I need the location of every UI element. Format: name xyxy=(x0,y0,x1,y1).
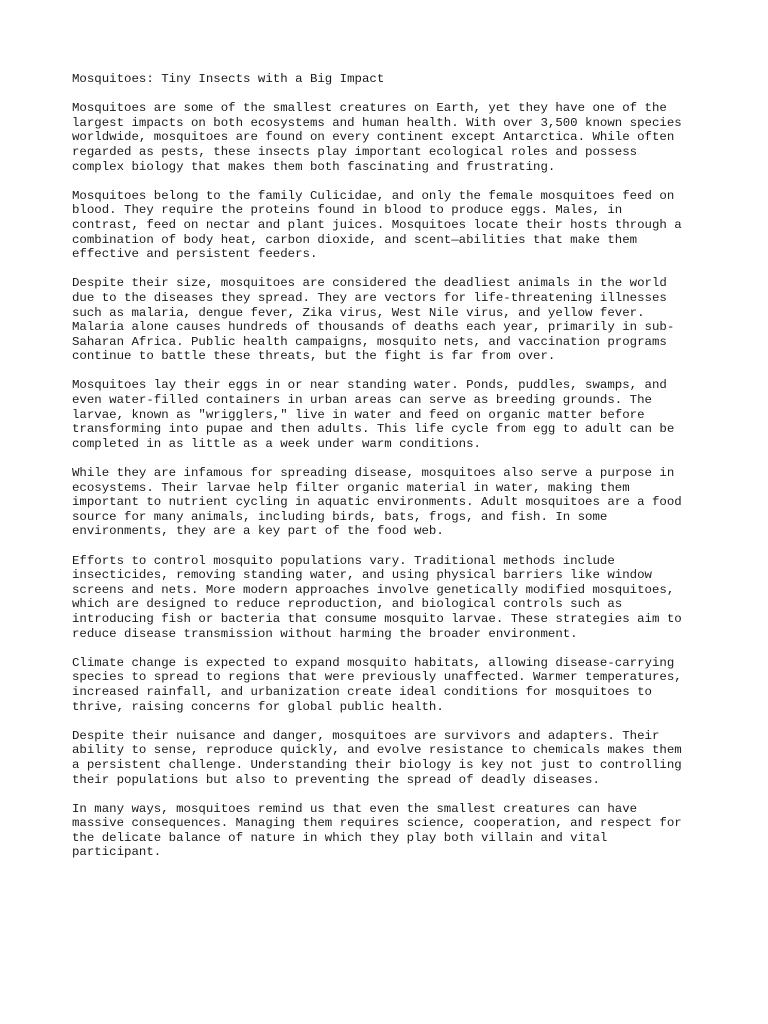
paragraph xyxy=(72,802,702,860)
text-line: Despite their nuisance and danger, mosquitoes are survivors and adapters. Their xyxy=(72,728,660,743)
text-line: Mosquitoes belong to the family Culicidae, and only the female mosquitoes feed on xyxy=(72,188,675,203)
text-line: due to the diseases they spread. They are vectors for life-threatening illnesses xyxy=(72,290,667,305)
text-line: reduce disease transmission without harming the broader environment. xyxy=(72,626,578,641)
text-line: regarded as pests, these insects play important ecological roles and possess xyxy=(72,144,638,159)
text-line: insecticides, removing standing water, and using physical barriers like window xyxy=(72,568,652,583)
text-line: massive consequences. Managing them requires science, cooperation, and respect for xyxy=(72,816,682,831)
text-line: the delicate balance of nature in which they play both villain and vital xyxy=(72,830,608,845)
text-line: combination of body heat, carbon dioxide, and scent—abilities that make them xyxy=(72,232,638,247)
document-page xyxy=(72,72,702,875)
text-line: Efforts to control mosquito populations vary. Traditional methods include xyxy=(72,553,615,568)
text-line: source for many animals, including birds, bats, frogs, and fish. In some xyxy=(72,509,608,524)
text-line: which are designed to reduce reproduction, and biological controls such as xyxy=(72,597,623,612)
text-line: complex biology that makes them both fascinating and frustrating. xyxy=(72,159,556,174)
text-line: transforming into pupae and then adults. This life cycle from egg to adult can be xyxy=(72,422,675,437)
text-line: larvae, known as "wrigglers," live in water and feed on organic matter before xyxy=(72,407,645,422)
text-line: even water-filled containers in urban areas can serve as breeding grounds. The xyxy=(72,393,652,408)
paragraph xyxy=(72,466,702,539)
text-line: participant. xyxy=(72,845,162,860)
paragraph xyxy=(72,276,702,364)
text-line: In many ways, mosquitoes remind us that even the smallest creatures can have xyxy=(72,801,638,816)
text-line: effective and persistent feeders. xyxy=(72,247,318,262)
text-line: completed in as little as a week under warm conditions. xyxy=(72,436,481,451)
paragraph xyxy=(72,729,702,787)
paragraph xyxy=(72,101,702,174)
text-line: species to spread to regions that were previously unaffected. Warmer temperatures, xyxy=(72,670,682,685)
paragraph xyxy=(72,656,702,714)
text-line: Malaria alone causes hundreds of thousands of deaths each year, primarily in sub- xyxy=(72,320,675,335)
text-line: environments, they are a key part of the food web. xyxy=(72,524,444,539)
text-line: Mosquitoes lay their eggs in or near standing water. Ponds, puddles, swamps, and xyxy=(72,378,667,393)
text-line: such as malaria, dengue fever, Zika virus, West Nile virus, and yellow fever. xyxy=(72,305,645,320)
text-line: screens and nets. More modern approaches involve genetically modified mosquitoes, xyxy=(72,582,675,597)
text-line: increased rainfall, and urbanization create ideal conditions for mosquitoes to xyxy=(72,684,652,699)
text-line: important to nutrient cycling in aquatic environments. Adult mosquitoes are a food xyxy=(72,495,682,510)
text-line: introducing fish or bacteria that consume mosquito larvae. These strategies aim to xyxy=(72,611,682,626)
paragraph xyxy=(72,189,702,262)
text-line: their populations but also to preventing the spread of deadly diseases. xyxy=(72,772,600,787)
text-line: ability to sense, reproduce quickly, and evolve resistance to chemicals makes them xyxy=(72,743,682,758)
text-line: thrive, raising concerns for global public health. xyxy=(72,699,444,714)
text-line: largest impacts on both ecosystems and human health. With over 3,500 known species xyxy=(72,115,682,130)
text-line: contrast, feed on nectar and plant juices. Mosquitoes locate their hosts through a xyxy=(72,217,682,232)
text-line: ecosystems. Their larvae help filter organic material in water, making them xyxy=(72,480,630,495)
text-line: continue to battle these threats, but the fight is far from over. xyxy=(72,349,556,364)
text-line: blood. They require the proteins found in blood to produce eggs. Males, in xyxy=(72,203,623,218)
text-line: While they are infamous for spreading disease, mosquitoes also serve a purpose in xyxy=(72,466,675,481)
document-body xyxy=(72,101,702,860)
text-line: Climate change is expected to expand mosquito habitats, allowing disease-carrying xyxy=(72,655,675,670)
text-line: Saharan Africa. Public health campaigns, mosquito nets, and vaccination programs xyxy=(72,334,667,349)
paragraph xyxy=(72,554,702,642)
text-line: Mosquitoes are some of the smallest creatures on Earth, yet they have one of the xyxy=(72,101,667,116)
paragraph xyxy=(72,378,702,451)
text-line: Despite their size, mosquitoes are considered the deadliest animals in the world xyxy=(72,276,667,291)
text-line: a persistent challenge. Understanding their biology is key not just to controlling xyxy=(72,757,682,772)
document-title: Mosquitoes: Tiny Insects with a Big Impact xyxy=(72,72,385,86)
text-line: worldwide, mosquitoes are found on every continent except Antarctica. While often xyxy=(72,130,675,145)
